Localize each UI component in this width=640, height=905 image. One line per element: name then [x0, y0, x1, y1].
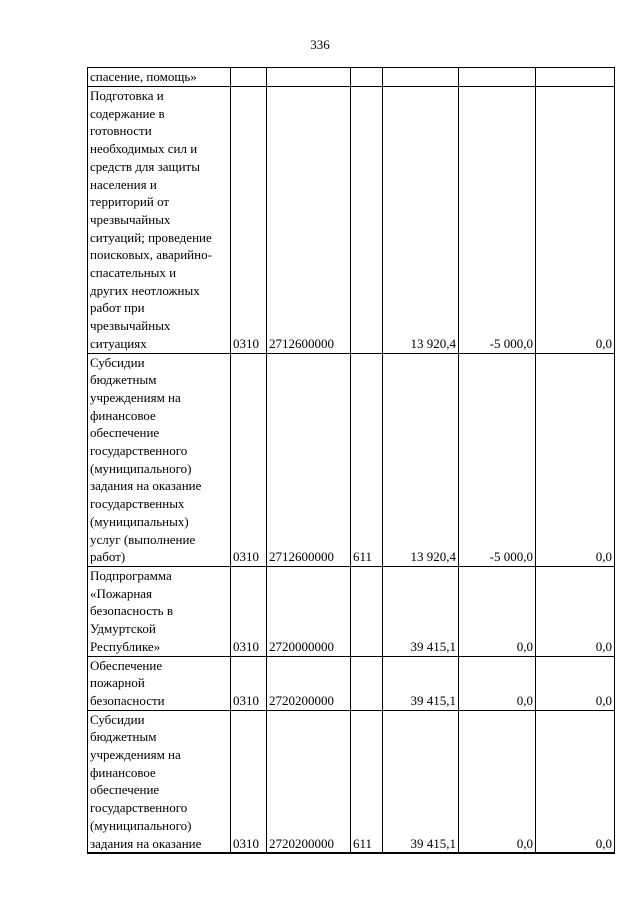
expense-type-code: 611	[351, 353, 383, 566]
amount-cell: 13 920,4	[383, 87, 459, 354]
change-cell	[459, 68, 536, 87]
section-code	[231, 68, 267, 87]
section-code: 0310	[231, 656, 267, 710]
target-code: 2720200000	[267, 710, 351, 853]
table-row	[88, 87, 615, 354]
budget-table	[87, 67, 615, 854]
table-row	[88, 353, 615, 566]
amount-cell	[383, 68, 459, 87]
total-cell: 0,0	[536, 656, 615, 710]
row-name: Обеспечение пожарной безопасности	[88, 656, 231, 710]
target-code: 2712600000	[267, 87, 351, 354]
page-number: 336	[310, 37, 330, 52]
total-cell: 0,0	[536, 353, 615, 566]
amount-cell: 39 415,1	[383, 710, 459, 853]
amount-cell: 39 415,1	[383, 656, 459, 710]
section-code: 0310	[231, 353, 267, 566]
table-row	[88, 656, 615, 710]
change-cell: 0,0	[459, 656, 536, 710]
change-cell: 0,0	[459, 566, 536, 656]
amount-cell: 39 415,1	[383, 566, 459, 656]
expense-type-code	[351, 68, 383, 87]
row-name: Субсидии бюджетным учреждениям на финансовое обеспечение государственного (муниципального) задания на оказание государственных (муниципальных) услуг (выполнение работ)	[88, 353, 231, 566]
total-cell	[536, 68, 615, 87]
row-name: Субсидии бюджетным учреждениям на финансовое обеспечение государственного (муниципального) задания на оказание	[88, 710, 231, 853]
change-cell: -5 000,0	[459, 353, 536, 566]
total-cell: 0,0	[536, 710, 615, 853]
expense-type-code: 611	[351, 710, 383, 853]
section-code: 0310	[231, 566, 267, 656]
row-name: Подготовка и содержание в готовности необходимых сил и средств для защиты населения и территорий от чрезвычайных ситуаций; проведение поисковых, аварийно- спасательных и других неотложных работ при чрезвычайных ситуациях	[88, 87, 231, 354]
change-cell: 0,0	[459, 710, 536, 853]
table-row	[88, 566, 615, 656]
row-name: спасение, помощь»	[88, 68, 231, 87]
table-row	[88, 68, 615, 87]
expense-type-code	[351, 87, 383, 354]
section-code: 0310	[231, 87, 267, 354]
change-cell: -5 000,0	[459, 87, 536, 354]
target-code: 2720200000	[267, 656, 351, 710]
amount-cell: 13 920,4	[383, 353, 459, 566]
target-code: 2720000000	[267, 566, 351, 656]
expense-type-code	[351, 656, 383, 710]
expense-type-code	[351, 566, 383, 656]
total-cell: 0,0	[536, 87, 615, 354]
row-name: Подпрограмма «Пожарная безопасность в Удмуртской Республике»	[88, 566, 231, 656]
table-row	[88, 710, 615, 853]
target-code: 2712600000	[267, 353, 351, 566]
target-code	[267, 68, 351, 87]
section-code: 0310	[231, 710, 267, 853]
total-cell: 0,0	[536, 566, 615, 656]
